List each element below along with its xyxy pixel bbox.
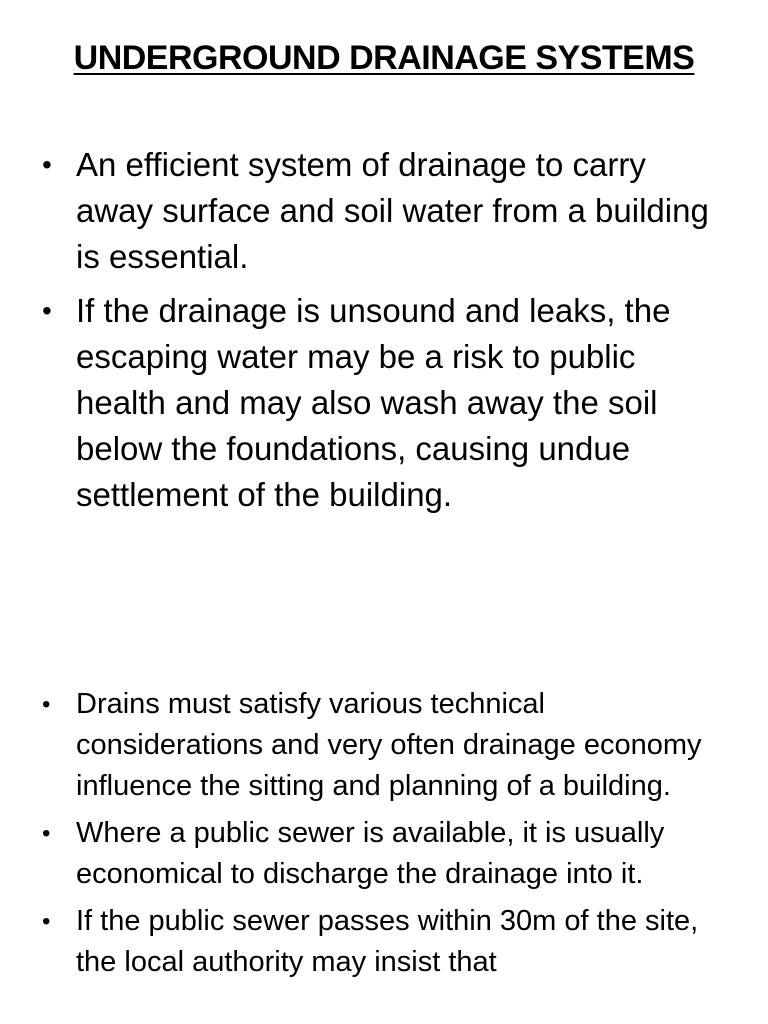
list-item-text: Where a public sewer is available, it is usually economical to discharge the drainage into it. bbox=[76, 817, 665, 890]
list-item bbox=[42, 901, 722, 983]
list-item-text: Drains must satisfy various technical considerations and very often drainage economy influence the sitting and planning of a building. bbox=[76, 688, 702, 802]
list-item bbox=[42, 288, 722, 518]
bullet-icon: • bbox=[42, 691, 51, 718]
bullet-icon: • bbox=[42, 149, 52, 180]
list-item-text: If the public sewer passes within 30m of the site, the local authority may insist that bbox=[76, 905, 699, 978]
page-title: UNDERGROUND DRAINAGE SYSTEMS bbox=[73, 39, 695, 77]
list-item bbox=[42, 142, 722, 280]
list-item bbox=[42, 684, 722, 807]
bullet-icon: • bbox=[42, 908, 51, 935]
bullet-list-bottom bbox=[42, 684, 722, 989]
list-item-text: An efficient system of drainage to carry away surface and soil water from a building is essential. bbox=[76, 146, 709, 275]
list-item-text: If the drainage is unsound and leaks, the escaping water may be a risk to public health and may also wash away the soil below the foundations, causing undue settlement of the building. bbox=[76, 292, 671, 513]
list-item bbox=[42, 813, 722, 895]
bullet-icon: • bbox=[42, 820, 51, 847]
bullet-list-top bbox=[42, 142, 722, 526]
bullet-icon: • bbox=[42, 295, 52, 326]
